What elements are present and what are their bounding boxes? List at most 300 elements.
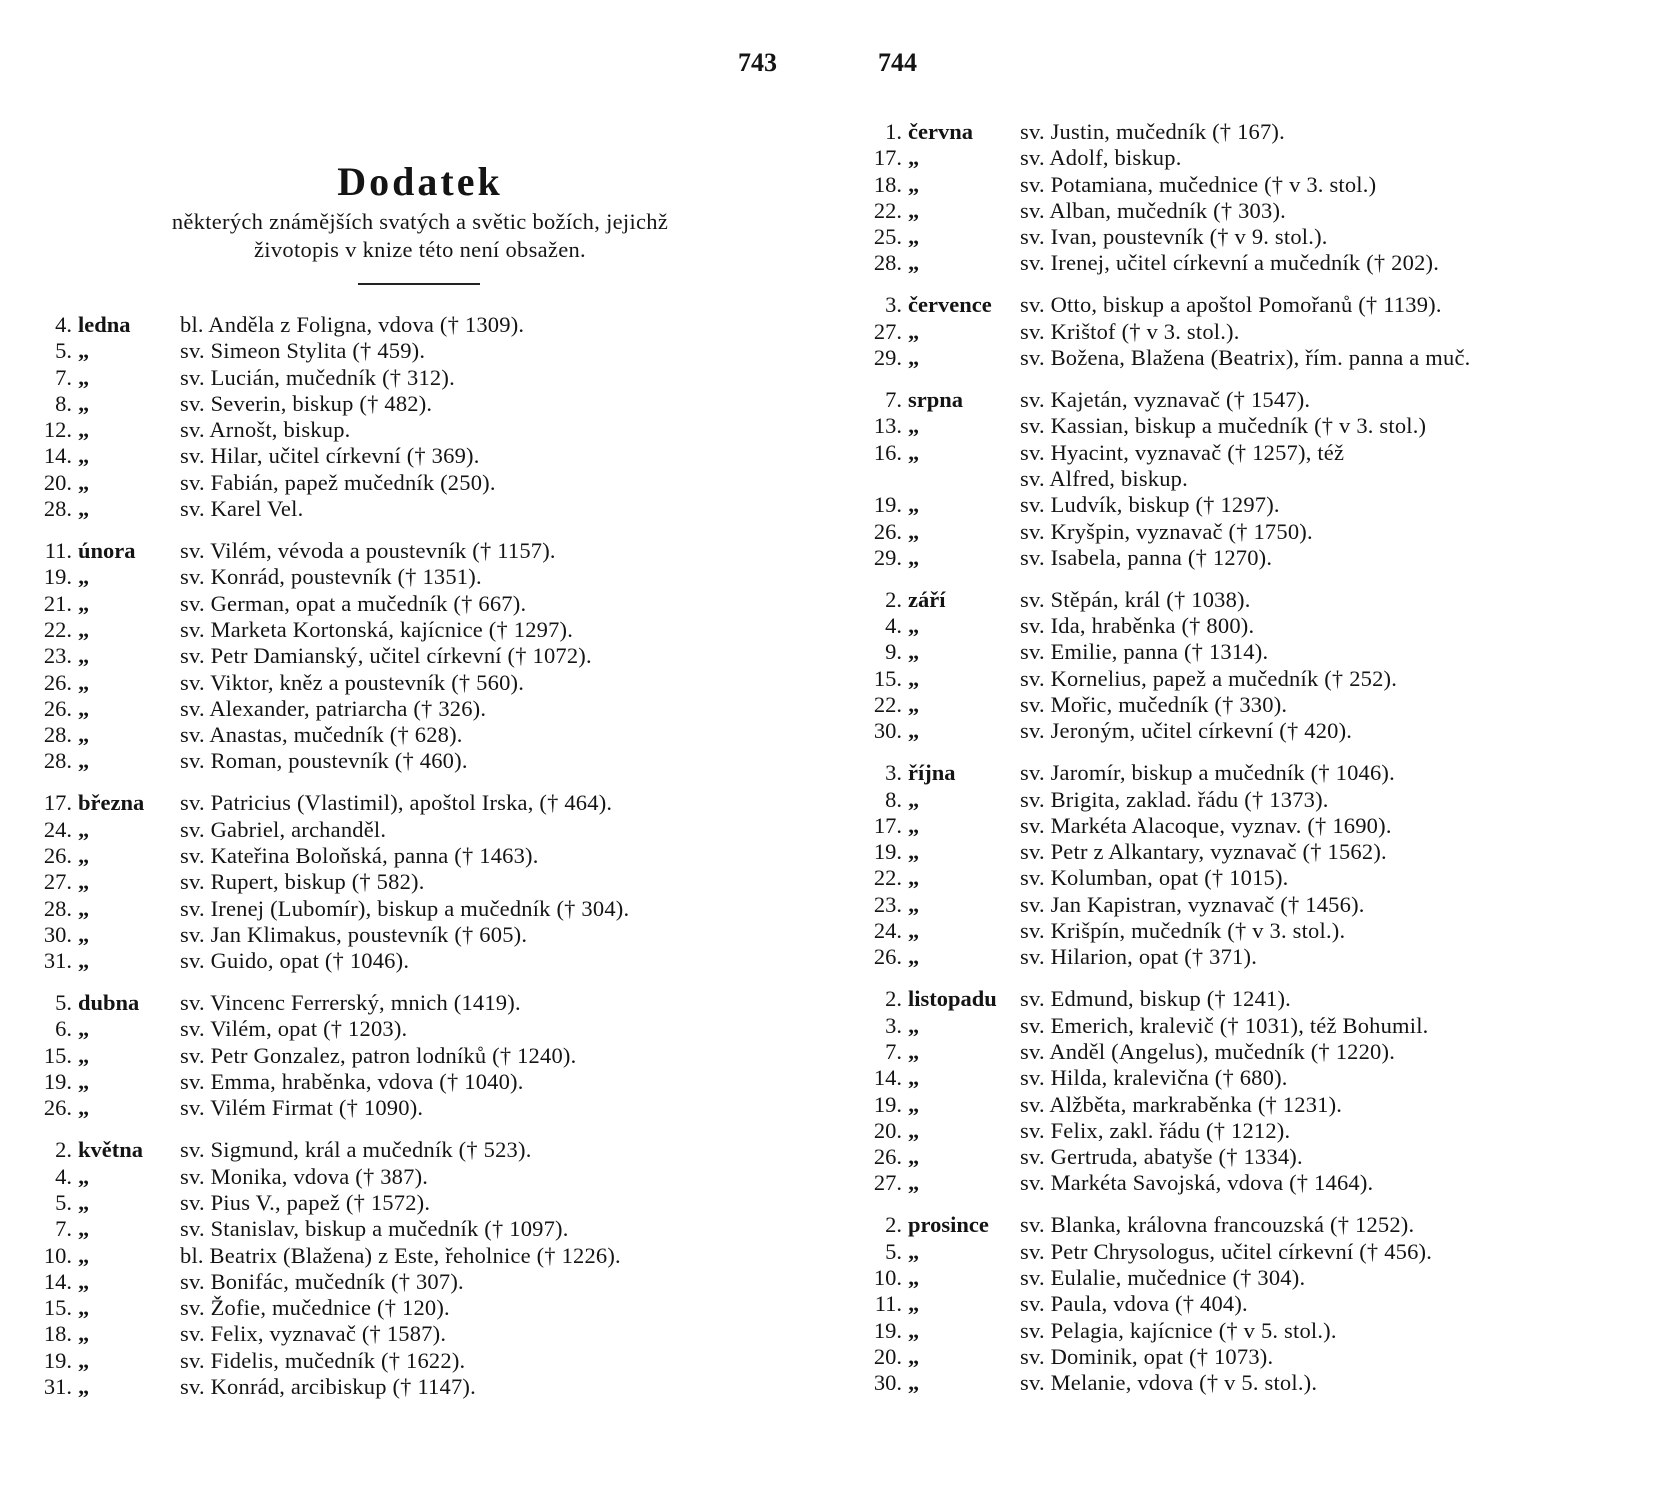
entry-text: sv. Ida, hraběnka († 800). — [1020, 613, 1255, 639]
entry-day: 28. — [43, 748, 72, 774]
entry-month: „ — [78, 417, 90, 443]
entry-day: 25. — [873, 224, 902, 250]
entry-month: „ — [78, 1216, 90, 1242]
entry-month: „ — [78, 869, 90, 895]
entry-text: sv. Anděl (Angelus), mučedník († 1220). — [1020, 1038, 1396, 1064]
entry-day: 20. — [873, 1117, 902, 1143]
entry-text: sv. Paula, vdova († 404). — [1020, 1291, 1248, 1317]
entry-month: „ — [78, 1295, 90, 1321]
saint-entry — [870, 1318, 1640, 1344]
saint-entry — [870, 387, 1640, 413]
entry-month: „ — [78, 364, 90, 390]
saints-list-right — [870, 119, 1640, 1412]
entry-month: „ — [908, 492, 920, 518]
month-group — [40, 790, 800, 974]
saint-entry — [40, 1016, 800, 1042]
entry-text: sv. Konrád, poustevník († 1351). — [180, 564, 482, 590]
page-number-left: 743 — [738, 48, 777, 77]
entry-text: sv. Simeon Stylita († 459). — [180, 338, 426, 364]
entry-text: sv. Markéta Savojská, vdova († 1464). — [1020, 1170, 1374, 1196]
saint-entry — [870, 1291, 1640, 1317]
saint-entry — [40, 670, 800, 696]
entry-day: 14. — [43, 1268, 72, 1294]
entry-month: „ — [908, 865, 920, 891]
month-group — [40, 312, 800, 522]
entry-month: října — [908, 760, 956, 786]
entry-day: 2. — [885, 986, 902, 1012]
entry-day: 26. — [873, 518, 902, 544]
entry-month — [902, 466, 1020, 492]
entry-text: sv. German, opat a mučedník († 667). — [180, 590, 527, 616]
entry-day: 19. — [873, 839, 902, 865]
entry-text: sv. Blanka, královna francouzská († 1252). — [1020, 1212, 1415, 1238]
entry-month: „ — [78, 669, 90, 695]
saint-entry — [40, 1043, 800, 1069]
saint-entry — [870, 587, 1640, 613]
entry-month: „ — [908, 613, 920, 639]
saint-entry — [870, 545, 1640, 571]
entry-day: 17. — [43, 790, 72, 816]
saint-entry — [40, 538, 800, 564]
entry-month: „ — [908, 439, 920, 465]
entry-day: 1. — [885, 119, 902, 144]
entry-day: 2. — [885, 1212, 902, 1238]
entry-text: sv. Emma, hraběnka, vdova († 1040). — [180, 1069, 524, 1095]
saint-entry — [870, 613, 1640, 639]
entry-month: „ — [908, 1238, 920, 1264]
entry-month: „ — [908, 413, 920, 439]
entry-text: sv. Alfred, biskup. — [1020, 465, 1188, 491]
saint-entry — [870, 944, 1640, 970]
saint-entry — [40, 817, 800, 843]
entry-day: 24. — [873, 918, 902, 944]
entry-day: 5. — [55, 338, 72, 364]
entry-text: sv. Žofie, mučednice († 120). — [180, 1295, 450, 1321]
entry-day: 20. — [873, 1343, 902, 1369]
entry-month: „ — [78, 1321, 90, 1347]
entry-text: sv. Stanislav, biskup a mučedník († 1097). — [180, 1216, 569, 1242]
entry-text: sv. Hilar, učitel církevní († 369). — [180, 443, 480, 469]
entry-day: 8. — [55, 390, 72, 416]
entry-text: sv. Kolumban, opat († 1015). — [1020, 865, 1289, 891]
entry-day: 19. — [873, 1091, 902, 1117]
entry-month: „ — [908, 544, 920, 570]
saint-entry — [870, 1170, 1640, 1196]
entry-text: sv. Adolf, biskup. — [1020, 145, 1182, 171]
saint-entry — [870, 198, 1640, 224]
saint-entry — [870, 172, 1640, 198]
entry-month: „ — [908, 786, 920, 812]
entry-text: sv. Irenej, učitel církevní a mučedník († 202). — [1020, 250, 1440, 276]
entry-month: března — [78, 790, 145, 816]
entry-month: „ — [78, 843, 90, 869]
entry-day: 3. — [885, 1012, 902, 1038]
saint-entry — [870, 345, 1640, 371]
entry-month: „ — [78, 1242, 90, 1268]
entry-text: sv. Marketa Kortonská, kajícnice († 1297). — [180, 616, 574, 642]
entry-text: sv. Hilarion, opat († 371). — [1020, 944, 1258, 970]
entry-text: bl. Beatrix (Blažena) z Este, řeholnice († 1226). — [180, 1242, 621, 1268]
entry-month: září — [908, 586, 946, 612]
entry-day: 28. — [873, 250, 902, 276]
entry-day: 29. — [873, 345, 902, 371]
saint-entry — [870, 145, 1640, 171]
entry-text: sv. Roman, poustevník († 460). — [180, 748, 468, 774]
saint-entry — [870, 787, 1640, 813]
entry-text: sv. Patricius (Vlastimil), apoštol Irska, († 464). — [180, 790, 613, 816]
entry-day: 4. — [885, 613, 902, 639]
entry-text: sv. Monika, vdova († 387). — [180, 1163, 429, 1189]
entry-day: 26. — [873, 944, 902, 970]
entry-month: „ — [908, 1038, 920, 1064]
entry-text: sv. Kajetán, vyznavač († 1547). — [1020, 387, 1311, 413]
entry-text: sv. Severin, biskup († 482). — [180, 390, 433, 416]
entry-text: sv. Petr Gonzalez, patron lodníků († 1240). — [180, 1042, 577, 1068]
saint-entry — [870, 692, 1640, 718]
saint-entry — [40, 443, 800, 469]
entry-month: „ — [908, 918, 920, 944]
entry-text: sv. Krišpín, mučedník († v 3. stol.). — [1020, 918, 1346, 944]
entry-day: 21. — [43, 590, 72, 616]
entry-day: 26. — [43, 843, 72, 869]
entry-month: „ — [908, 718, 920, 744]
saint-entry — [40, 1137, 800, 1163]
entry-month: „ — [908, 812, 920, 838]
entry-day: 9. — [885, 639, 902, 665]
entry-day: 23. — [873, 891, 902, 917]
entry-text: sv. Emerich, kralevič († 1031), též Bohumil. — [1020, 1012, 1429, 1038]
entry-day: 31. — [43, 948, 72, 974]
entry-text: sv. Stěpán, král († 1038). — [1020, 586, 1251, 612]
saint-entry — [40, 869, 800, 895]
saint-entry — [870, 519, 1640, 545]
saint-entry — [870, 813, 1640, 839]
entry-day: 19. — [43, 564, 72, 590]
saint-entry — [40, 564, 800, 590]
entry-text: sv. Fidelis, mučedník († 1622). — [180, 1347, 466, 1373]
entry-day: 19. — [43, 1069, 72, 1095]
entry-month: „ — [908, 1343, 920, 1369]
saint-entry — [40, 1164, 800, 1190]
saint-entry — [870, 413, 1640, 439]
entry-day: 17. — [873, 145, 902, 171]
page-title: Dodatek — [337, 159, 503, 204]
entry-day: 2. — [55, 1137, 72, 1163]
entry-text: sv. Vincenc Ferrerský, mnich (1419). — [180, 990, 521, 1016]
month-group — [40, 990, 800, 1121]
entry-text: sv. Fabián, papež mučedník (250). — [180, 469, 496, 495]
entry-day — [870, 466, 902, 492]
saint-entry — [870, 1370, 1640, 1396]
entry-text: sv. Emilie, panna († 1314). — [1020, 639, 1269, 665]
saint-entry — [40, 1321, 800, 1347]
entry-text: sv. Potamiana, mučednice († v 3. stol.) — [1020, 171, 1377, 197]
entry-day: 26. — [43, 1095, 72, 1121]
entry-month: „ — [78, 1189, 90, 1215]
entry-day: 28. — [43, 722, 72, 748]
entry-month: května — [78, 1137, 144, 1163]
entry-month: „ — [78, 643, 90, 669]
entry-month: „ — [78, 748, 90, 774]
entry-day: 28. — [43, 895, 72, 921]
month-group — [870, 587, 1640, 745]
entry-month: června — [908, 119, 973, 144]
entry-day: 7. — [55, 1216, 72, 1242]
entry-text: sv. Pius V., papež († 1572). — [180, 1189, 431, 1215]
entry-month: „ — [78, 1268, 90, 1294]
entry-day: 19. — [873, 492, 902, 518]
saint-entry — [40, 591, 800, 617]
entry-day: 4. — [55, 312, 72, 337]
saint-entry — [40, 417, 800, 443]
entry-day: 6. — [55, 1016, 72, 1042]
saint-entry — [870, 986, 1640, 1012]
entry-text: sv. Bonifác, mučedník († 307). — [180, 1268, 464, 1294]
entry-text: sv. Felix, vyznavač († 1587). — [180, 1321, 447, 1347]
saint-entry — [40, 1348, 800, 1374]
entry-text: sv. Gertruda, abatyše († 1334). — [1020, 1144, 1303, 1170]
entry-month: „ — [78, 1347, 90, 1373]
entry-text: sv. Vilém, opat († 1203). — [180, 1016, 408, 1042]
month-group — [870, 119, 1640, 277]
entry-text: sv. Vilém, vévoda a poustevník († 1157). — [180, 538, 556, 564]
entry-day: 15. — [873, 665, 902, 691]
entry-text: sv. Ludvík, biskup († 1297). — [1020, 492, 1280, 518]
page-subtitle: některých známějších svatých a světic božích, jejichž životopis v knize této není obsažen. — [171, 209, 669, 262]
entry-text: sv. Petr z Alkantary, vyznavač († 1562). — [1020, 839, 1387, 865]
entry-month: „ — [908, 639, 920, 665]
entry-text: bl. Anděla z Foligna, vdova († 1309). — [180, 312, 525, 337]
entry-text: sv. Karel Vel. — [180, 496, 304, 522]
saint-entry — [870, 839, 1640, 865]
entry-text: sv. Božena, Blažena (Beatrix), řím. panna a muč. — [1020, 345, 1471, 371]
entry-text: sv. Gabriel, archanděl. — [180, 816, 387, 842]
entry-month: „ — [908, 1117, 920, 1143]
entry-month: „ — [78, 1374, 90, 1400]
entry-text: sv. Viktor, kněz a poustevník († 560). — [180, 669, 525, 695]
saint-entry — [870, 918, 1640, 944]
entry-day: 30. — [43, 921, 72, 947]
entry-text: sv. Jan Kapistran, vyznavač († 1456). — [1020, 891, 1365, 917]
saint-entry — [40, 722, 800, 748]
entry-text: sv. Mořic, mučedník († 330). — [1020, 692, 1288, 717]
entry-day: 7. — [55, 364, 72, 390]
saint-entry — [870, 1039, 1640, 1065]
entry-day: 22. — [873, 197, 902, 223]
entry-text: sv. Kornelius, papež a mučedník († 252). — [1020, 665, 1398, 691]
entry-month: „ — [78, 1042, 90, 1068]
month-group — [870, 986, 1640, 1196]
entry-day: 11. — [874, 1291, 902, 1317]
entry-month: „ — [908, 1265, 920, 1290]
saint-entry — [870, 492, 1640, 518]
entry-day: 10. — [43, 1242, 72, 1268]
entry-month: „ — [908, 891, 920, 917]
entry-text: sv. Vilém Firmat († 1090). — [180, 1095, 424, 1121]
saint-entry — [870, 119, 1640, 145]
entry-month: „ — [78, 816, 90, 842]
entry-text: sv. Alban, mučedník († 303). — [1020, 197, 1286, 223]
entry-day: 14. — [43, 443, 72, 469]
entry-day: 23. — [43, 643, 72, 669]
saint-entry — [870, 250, 1640, 276]
saint-entry — [870, 1118, 1640, 1144]
saint-entry — [870, 1013, 1640, 1039]
entry-text: sv. Hilda, kralevična († 680). — [1020, 1065, 1288, 1091]
saint-entry — [870, 292, 1640, 318]
entry-month: „ — [908, 665, 920, 691]
entry-day: 30. — [873, 1370, 902, 1396]
entry-month: „ — [78, 564, 90, 590]
entry-month: „ — [78, 496, 90, 522]
saint-entry — [40, 1216, 800, 1242]
entry-text: sv. Ivan, poustevník († v 9. stol.). — [1020, 224, 1328, 250]
entry-text: sv. Alžběta, markraběnka († 1231). — [1020, 1091, 1343, 1117]
entry-text: sv. Kassian, biskup a mučedník († v 3. stol.) — [1020, 413, 1427, 439]
entry-month: „ — [908, 345, 920, 371]
entry-month: „ — [908, 692, 920, 717]
entry-text: sv. Jeroným, učitel církevní († 420). — [1020, 718, 1353, 744]
month-group — [870, 387, 1640, 571]
saint-entry — [40, 338, 800, 364]
entry-month: „ — [78, 590, 90, 616]
entry-text: sv. Anastas, mučedník († 628). — [180, 722, 463, 748]
entry-text: sv. Edmund, biskup († 1241). — [1020, 986, 1292, 1012]
entry-text: sv. Petr Damianský, učitel církevní († 1072). — [180, 643, 592, 669]
saint-entry — [870, 1144, 1640, 1170]
entry-month: „ — [908, 197, 920, 223]
saint-entry — [870, 892, 1640, 918]
entry-day: 18. — [43, 1321, 72, 1347]
entry-month: „ — [78, 722, 90, 748]
entry-month: „ — [908, 1317, 920, 1343]
saint-entry — [870, 865, 1640, 891]
entry-day: 24. — [43, 816, 72, 842]
entry-day: 18. — [873, 171, 902, 197]
saint-entry — [40, 1069, 800, 1095]
entry-day: 19. — [873, 1317, 902, 1343]
entry-text: sv. Arnošt, biskup. — [180, 417, 351, 443]
entry-text: sv. Jan Klimakus, poustevník († 605). — [180, 921, 528, 947]
entry-day: 30. — [873, 718, 902, 744]
entry-month: prosince — [908, 1212, 989, 1238]
entry-month: „ — [908, 1170, 920, 1196]
month-group — [870, 760, 1640, 970]
month-group — [870, 292, 1640, 371]
page-number-right: 744 — [878, 48, 917, 77]
entry-day: 22. — [43, 616, 72, 642]
entry-month: „ — [908, 1065, 920, 1091]
saint-entry — [870, 760, 1640, 786]
entry-day: 26. — [873, 1144, 902, 1170]
entry-text: sv. Alexander, patriarcha († 326). — [180, 695, 487, 721]
entry-text: sv. Krištof († v 3. stol.). — [1020, 318, 1240, 344]
entry-day: 22. — [873, 692, 902, 717]
saint-entry — [40, 948, 800, 974]
entry-text: sv. Markéta Alacoque, vyznav. († 1690). — [1020, 812, 1392, 838]
entry-month: „ — [908, 839, 920, 865]
month-group — [870, 1212, 1640, 1396]
entry-month: „ — [78, 695, 90, 721]
entry-month: „ — [908, 518, 920, 544]
saint-entry — [40, 990, 800, 1016]
saints-list-left — [40, 312, 800, 1416]
entry-day: 22. — [873, 865, 902, 891]
entry-day: 14. — [873, 1065, 902, 1091]
entry-month: „ — [908, 1012, 920, 1038]
entry-month: „ — [78, 948, 90, 974]
saint-entry — [40, 790, 800, 816]
entry-text: sv. Otto, biskup a apoštol Pomořanů († 1139). — [1020, 292, 1442, 318]
entry-text: sv. Irenej (Lubomír), biskup a mučedník († 304). — [180, 895, 630, 921]
saint-entry — [870, 466, 1640, 492]
entry-month: ledna — [78, 312, 131, 337]
entry-month: „ — [78, 1069, 90, 1095]
entry-text: sv. Lucián, mučedník († 312). — [180, 364, 455, 390]
entry-text: sv. Petr Chrysologus, učitel církevní († 456). — [1020, 1238, 1433, 1264]
saint-entry — [870, 319, 1640, 345]
entry-day: 31. — [43, 1374, 72, 1400]
entry-month: „ — [78, 1016, 90, 1042]
entry-day: 27. — [43, 869, 72, 895]
saint-entry — [40, 922, 800, 948]
entry-day: 13. — [873, 413, 902, 439]
saint-entry — [870, 1344, 1640, 1370]
entry-month: „ — [78, 443, 90, 469]
entry-text: sv. Brigita, zaklad. řádu († 1373). — [1020, 786, 1329, 812]
saint-entry — [40, 391, 800, 417]
saint-entry — [40, 617, 800, 643]
entry-month: „ — [908, 318, 920, 344]
entry-month: „ — [908, 250, 920, 276]
saint-entry — [40, 643, 800, 669]
entry-month: „ — [78, 338, 90, 364]
entry-day: 17. — [873, 812, 902, 838]
entry-day: 12. — [43, 417, 72, 443]
entry-month: „ — [78, 390, 90, 416]
entry-month: „ — [908, 1091, 920, 1117]
entry-day: 26. — [43, 669, 72, 695]
entry-text: sv. Hyacint, vyznavač († 1257), též — [1020, 439, 1345, 465]
entry-day: 11. — [44, 538, 72, 564]
saint-entry — [870, 224, 1640, 250]
entry-month: „ — [908, 224, 920, 250]
title-divider — [358, 283, 480, 285]
entry-month: „ — [78, 616, 90, 642]
entry-month: „ — [908, 1144, 920, 1170]
saint-entry — [870, 666, 1640, 692]
saint-entry — [40, 470, 800, 496]
entry-month: dubna — [78, 990, 140, 1016]
saint-entry — [40, 843, 800, 869]
entry-text: sv. Dominik, opat († 1073). — [1020, 1343, 1274, 1369]
saint-entry — [870, 1092, 1640, 1118]
entry-day: 26. — [43, 695, 72, 721]
entry-month: listopadu — [908, 986, 997, 1012]
entry-text: sv. Guido, opat († 1046). — [180, 948, 410, 974]
entry-day: 15. — [43, 1042, 72, 1068]
entry-day: 20. — [43, 469, 72, 495]
entry-month: „ — [78, 1095, 90, 1121]
saint-entry — [40, 496, 800, 522]
entry-day: 5. — [55, 990, 72, 1016]
entry-text: sv. Isabela, panna († 1270). — [1020, 544, 1273, 570]
entry-day: 16. — [873, 439, 902, 465]
entry-text: sv. Kryšpin, vyznavač († 1750). — [1020, 518, 1313, 544]
entry-text: sv. Melanie, vdova († v 5. stol.). — [1020, 1370, 1318, 1396]
entry-month: „ — [78, 895, 90, 921]
entry-month: července — [908, 292, 992, 318]
